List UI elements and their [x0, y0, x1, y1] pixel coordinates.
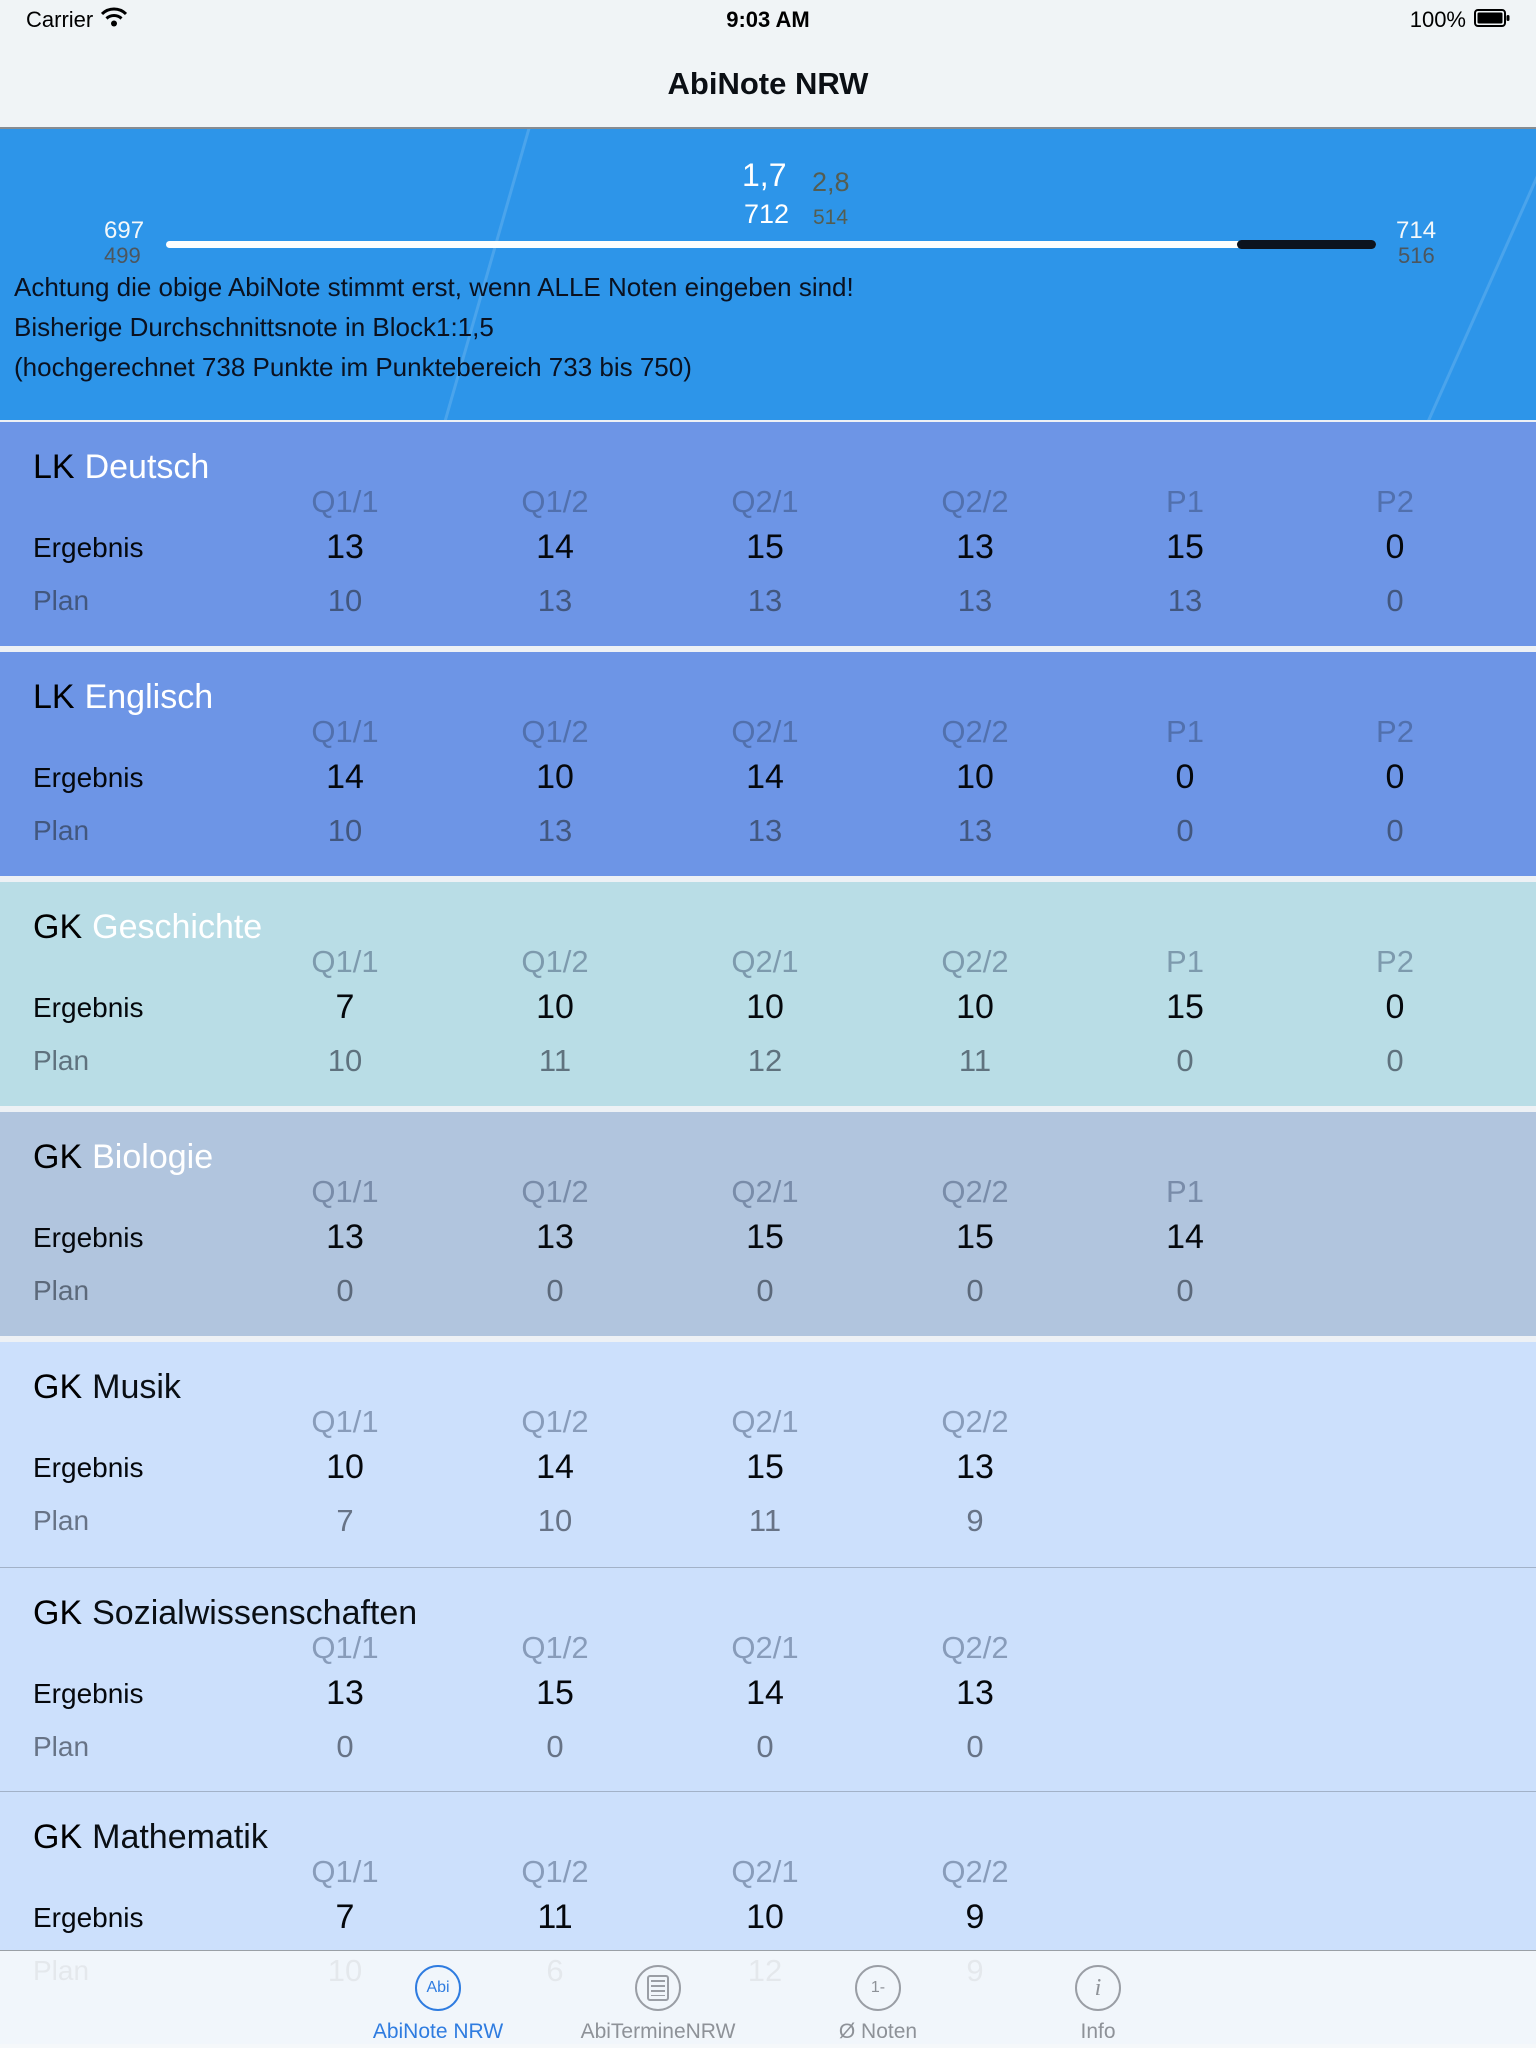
- ergebnis-value[interactable]: 14: [326, 758, 364, 796]
- ergebnis-value[interactable]: 7: [335, 1898, 355, 1936]
- plan-value[interactable]: 9: [966, 1503, 984, 1538]
- ergebnis-row: [0, 1448, 1510, 1487]
- ergebnis-value[interactable]: 10: [536, 758, 574, 796]
- ergebnis-value[interactable]: 14: [536, 1448, 574, 1486]
- ergebnis-value[interactable]: 0: [1175, 758, 1195, 796]
- plan-value[interactable]: 0: [1386, 583, 1404, 618]
- plan-value[interactable]: 0: [336, 1729, 354, 1764]
- ergebnis-value[interactable]: 15: [536, 1674, 574, 1712]
- plan-value[interactable]: 13: [957, 583, 993, 618]
- warning-text: [14, 267, 854, 387]
- column-header: P2: [1376, 714, 1414, 749]
- plan-label: Plan: [33, 1731, 90, 1762]
- plan-value[interactable]: 0: [966, 1729, 984, 1764]
- column-header: P2: [1376, 944, 1414, 979]
- course-section: [0, 652, 1536, 876]
- course-title: [33, 678, 213, 717]
- plan-row: [0, 1043, 1510, 1079]
- info-icon: i: [1075, 1965, 1121, 2011]
- plan-value[interactable]: 13: [537, 813, 573, 848]
- plan-label: Plan: [33, 815, 90, 846]
- tab-abitermine-nrw[interactable]: AbiTermineNRW: [548, 1951, 768, 2048]
- nav-bar: [0, 40, 1536, 129]
- decor-line: [1328, 129, 1536, 420]
- column-header: Q1/1: [311, 484, 379, 519]
- course-section: [0, 1567, 1536, 1791]
- warning-line-3: (hochgerechnet 738 Punkte im Punktebereich 733 bis 750): [14, 352, 692, 382]
- ergebnis-value[interactable]: 10: [746, 1898, 784, 1936]
- plan-row: [0, 1273, 1510, 1309]
- column-header-row: [0, 1854, 1510, 1890]
- ergebnis-value[interactable]: 13: [326, 528, 364, 566]
- column-header: P1: [1166, 484, 1204, 519]
- column-header: Q2/1: [731, 1404, 799, 1439]
- grade-summary-panel: [0, 129, 1536, 420]
- column-header: Q1/2: [521, 1854, 589, 1889]
- column-header: Q2/2: [941, 944, 1009, 979]
- ergebnis-value[interactable]: 7: [335, 988, 355, 1026]
- column-header: Q2/2: [941, 1630, 1009, 1665]
- tab-abinote-nrw[interactable]: Abi AbiNote NRW: [328, 1951, 548, 2048]
- carrier-label: Carrier: [26, 7, 94, 32]
- course-name-label: Geschichte: [92, 908, 263, 946]
- plan-value[interactable]: 10: [327, 583, 363, 618]
- ergebnis-value[interactable]: 10: [536, 988, 574, 1026]
- plan-row: [0, 1503, 1510, 1539]
- plan-value[interactable]: 10: [537, 1503, 573, 1538]
- ergebnis-value[interactable]: 9: [965, 1898, 985, 1936]
- column-header: P2: [1376, 484, 1414, 519]
- course-type-label: GK: [33, 1138, 83, 1176]
- column-header: Q1/1: [311, 1854, 379, 1889]
- range-left-points: 697: [104, 217, 145, 244]
- warning-line-2: Bisherige Durchschnittsnote in Block1:1,5: [14, 312, 494, 342]
- column-header: Q2/1: [731, 1854, 799, 1889]
- column-header: Q2/2: [941, 484, 1009, 519]
- plan-value[interactable]: 0: [966, 1273, 984, 1308]
- column-header: Q2/1: [731, 484, 799, 519]
- ergebnis-value[interactable]: 13: [326, 1218, 364, 1256]
- plan-value[interactable]: 7: [336, 1503, 354, 1538]
- plan-value[interactable]: 13: [1167, 583, 1203, 618]
- ergebnis-value[interactable]: 10: [326, 1448, 364, 1486]
- tab-info[interactable]: i Info: [988, 1951, 1208, 2048]
- course-name-label: Biologie: [92, 1138, 214, 1176]
- plan-label: Plan: [33, 1275, 90, 1306]
- abi-grade-alt: 2,8: [812, 167, 850, 197]
- ergebnis-value[interactable]: 10: [956, 758, 994, 796]
- column-header: Q1/2: [521, 944, 589, 979]
- ergebnis-label: Ergebnis: [33, 1902, 144, 1933]
- column-header: Q2/1: [731, 944, 799, 979]
- column-header-row: [0, 1630, 1510, 1666]
- status-bar: [0, 0, 1536, 40]
- plan-label: Plan: [33, 1505, 90, 1536]
- ergebnis-value[interactable]: 15: [1166, 988, 1204, 1026]
- column-header: Q2/1: [731, 1630, 799, 1665]
- column-header: Q2/1: [731, 714, 799, 749]
- plan-value[interactable]: 11: [538, 1043, 572, 1078]
- column-header: Q1/2: [521, 714, 589, 749]
- plan-value[interactable]: 0: [1386, 813, 1404, 848]
- range-right-points: 714: [1396, 217, 1437, 244]
- plan-value[interactable]: 13: [957, 813, 993, 848]
- plan-value[interactable]: 0: [546, 1729, 564, 1764]
- course-title: [33, 908, 262, 947]
- plan-row: [0, 1729, 1510, 1765]
- plan-value[interactable]: 13: [747, 583, 783, 618]
- ergebnis-value[interactable]: 0: [1385, 758, 1405, 796]
- ergebnis-value[interactable]: 0: [1385, 988, 1405, 1026]
- column-header: Q2/2: [941, 1404, 1009, 1439]
- ergebnis-label: Ergebnis: [33, 532, 144, 563]
- course-name-label: Mathematik: [92, 1818, 268, 1856]
- course-list: [0, 422, 1536, 2044]
- column-header: Q1/2: [521, 484, 589, 519]
- course-type-label: GK: [33, 908, 83, 946]
- ergebnis-value[interactable]: 15: [746, 1218, 784, 1256]
- one-minus-icon: 1-: [855, 1965, 901, 2011]
- course-title: [33, 1138, 213, 1177]
- plan-value[interactable]: 13: [747, 813, 783, 848]
- course-title: [33, 1594, 417, 1633]
- ergebnis-value[interactable]: 13: [326, 1674, 364, 1712]
- column-header: Q2/1: [731, 1174, 799, 1209]
- course-section: [0, 882, 1536, 1106]
- course-name-label: Musik: [92, 1368, 181, 1406]
- course-type-label: LK: [33, 448, 75, 486]
- ergebnis-label: Ergebnis: [33, 1678, 144, 1709]
- course-section: [0, 422, 1536, 646]
- course-section: [0, 1112, 1536, 1336]
- ergebnis-value[interactable]: 13: [956, 528, 994, 566]
- ergebnis-value[interactable]: 13: [536, 1218, 574, 1256]
- course-name-label: Deutsch: [84, 448, 210, 486]
- plan-value[interactable]: 12: [747, 1043, 783, 1078]
- abi-points-alt: 514: [813, 206, 849, 229]
- plan-value[interactable]: 0: [756, 1729, 774, 1764]
- column-header: Q1/2: [521, 1404, 589, 1439]
- plan-value[interactable]: 0: [1176, 813, 1194, 848]
- plan-row: [0, 583, 1510, 619]
- column-header: Q1/2: [521, 1630, 589, 1665]
- plan-row: [0, 813, 1510, 849]
- ergebnis-value[interactable]: 10: [746, 988, 784, 1026]
- plan-label: Plan: [33, 585, 90, 616]
- column-header: Q1/1: [311, 944, 379, 979]
- plan-value[interactable]: 0: [1386, 1043, 1404, 1078]
- column-header-row: [0, 714, 1510, 750]
- column-header-row: [0, 484, 1510, 520]
- column-header-row: [0, 944, 1510, 980]
- course-title: [33, 1818, 268, 1857]
- ergebnis-value[interactable]: 13: [956, 1448, 994, 1486]
- ergebnis-value[interactable]: 14: [746, 1674, 784, 1712]
- plan-value[interactable]: 0: [756, 1273, 774, 1308]
- course-name-label: Sozialwissenschaften: [92, 1594, 418, 1632]
- ergebnis-label: Ergebnis: [33, 1222, 144, 1253]
- battery-percent: 100%: [1409, 7, 1466, 32]
- ergebnis-value[interactable]: 15: [1166, 528, 1204, 566]
- column-header: Q2/2: [941, 1174, 1009, 1209]
- points-progress-bar: [166, 241, 1376, 248]
- list-doc-icon: [635, 1965, 681, 2011]
- column-header: Q2/2: [941, 1854, 1009, 1889]
- ergebnis-value[interactable]: 14: [536, 528, 574, 566]
- ergebnis-value[interactable]: 15: [746, 528, 784, 566]
- clock: 9:03 AM: [726, 7, 810, 32]
- ergebnis-label: Ergebnis: [33, 1452, 144, 1483]
- ergebnis-value[interactable]: 14: [1166, 1218, 1204, 1256]
- ergebnis-label: Ergebnis: [33, 762, 144, 793]
- column-header-row: [0, 1174, 1510, 1210]
- ergebnis-row: [0, 528, 1510, 567]
- plan-label: Plan: [33, 1045, 90, 1076]
- abi-points-main: 712: [744, 199, 790, 229]
- ergebnis-row: [0, 1898, 1510, 1937]
- page-title: AbiNote NRW: [667, 65, 869, 101]
- ergebnis-value[interactable]: 13: [956, 1674, 994, 1712]
- plan-value[interactable]: 10: [327, 1043, 363, 1078]
- plan-value[interactable]: 0: [1176, 1043, 1194, 1078]
- ergebnis-row: [0, 758, 1510, 797]
- range-right-alt: 516: [1398, 243, 1435, 268]
- ergebnis-row: [0, 1674, 1510, 1713]
- plan-value[interactable]: 10: [327, 813, 363, 848]
- ergebnis-value[interactable]: 10: [956, 988, 994, 1026]
- plan-value[interactable]: 13: [537, 583, 573, 618]
- plan-value[interactable]: 11: [748, 1503, 782, 1538]
- ergebnis-value[interactable]: 15: [956, 1218, 994, 1256]
- ergebnis-value[interactable]: 0: [1385, 528, 1405, 566]
- course-type-label: GK: [33, 1368, 83, 1406]
- ergebnis-label: Ergebnis: [33, 992, 144, 1023]
- tab-bar: [0, 1950, 1536, 2048]
- ergebnis-value[interactable]: 14: [746, 758, 784, 796]
- column-header: Q1/1: [311, 1174, 379, 1209]
- column-header: P1: [1166, 714, 1204, 749]
- abi-grade-main: 1,7: [742, 157, 787, 193]
- warning-line-1: Achtung die obige AbiNote stimmt erst, wenn ALLE Noten eingeben sind!: [14, 272, 854, 302]
- ergebnis-value[interactable]: 15: [746, 1448, 784, 1486]
- column-header: Q1/1: [311, 1404, 379, 1439]
- abi-badge-icon: Abi: [415, 1965, 461, 2011]
- plan-value[interactable]: 11: [958, 1043, 992, 1078]
- points-progress-remainder: [1237, 240, 1376, 249]
- tab-noten-durchschnitt[interactable]: 1- Ø Noten: [768, 1951, 988, 2048]
- range-left-alt: 499: [104, 243, 141, 268]
- course-section: [0, 1342, 1536, 1567]
- column-header-row: [0, 1404, 1510, 1440]
- column-header: P1: [1166, 944, 1204, 979]
- column-header: Q2/2: [941, 714, 1009, 749]
- plan-value[interactable]: 0: [1176, 1273, 1194, 1308]
- plan-value[interactable]: 0: [336, 1273, 354, 1308]
- ergebnis-row: [0, 988, 1510, 1027]
- ergebnis-row: [0, 1218, 1510, 1257]
- column-header: Q1/1: [311, 1630, 379, 1665]
- course-title: [33, 448, 209, 487]
- column-header: Q1/2: [521, 1174, 589, 1209]
- ergebnis-value[interactable]: 11: [537, 1898, 573, 1936]
- column-header: Q1/1: [311, 714, 379, 749]
- course-type-label: GK: [33, 1594, 83, 1632]
- course-title: [33, 1368, 181, 1407]
- course-name-label: Englisch: [84, 678, 214, 716]
- column-header: P1: [1166, 1174, 1204, 1209]
- course-type-label: LK: [33, 678, 75, 716]
- plan-value[interactable]: 0: [546, 1273, 564, 1308]
- course-type-label: GK: [33, 1818, 83, 1856]
